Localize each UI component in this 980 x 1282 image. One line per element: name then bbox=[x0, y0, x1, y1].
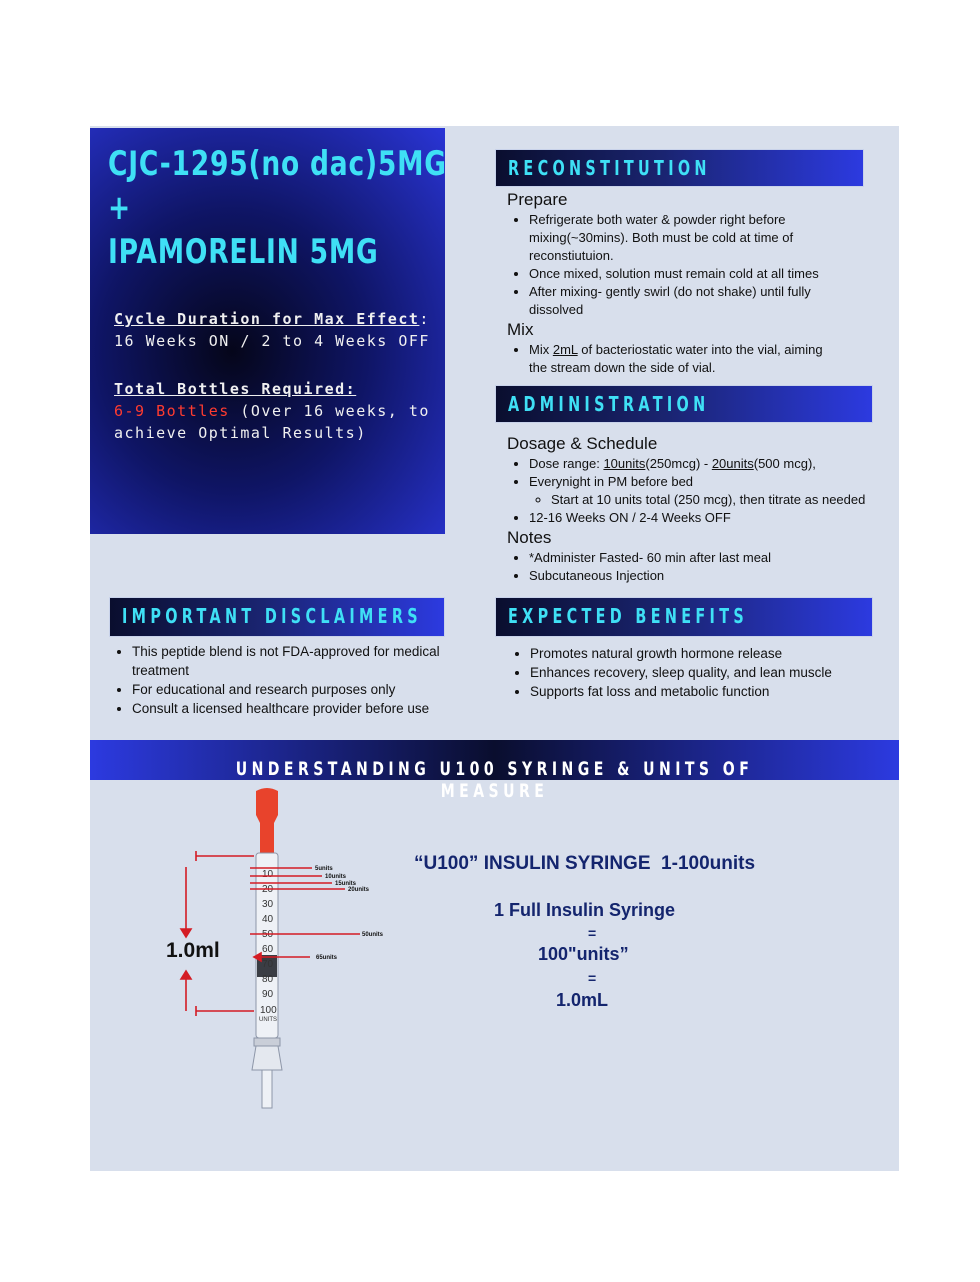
callout-50-units: 50units bbox=[362, 932, 384, 938]
scale-number: 90 bbox=[262, 989, 274, 1000]
list-item: • After mixing- gently swirl (do not shake) until fully dissolved bbox=[529, 283, 829, 319]
administration-header-text: ADMINISTRATION bbox=[508, 392, 710, 416]
scale-number: 30 bbox=[262, 899, 274, 910]
reconstitution-header-text: RECONSTITUTION bbox=[508, 156, 711, 180]
dose-low: 10units bbox=[603, 456, 646, 471]
scale-number: 50 bbox=[262, 929, 274, 940]
reconstitution-header bbox=[495, 149, 864, 187]
dose-high: 20units bbox=[711, 456, 754, 471]
list-item: • Everynight in PM before bed ◦ Start at 10 units total (250 mcg), then titrate as needed bbox=[529, 473, 899, 509]
syringe-flange bbox=[252, 1046, 282, 1070]
mix-list bbox=[507, 341, 829, 377]
administration-header bbox=[495, 385, 873, 423]
syringe-title: “U100” INSULIN SYRINGE 1-100units bbox=[414, 853, 756, 874]
list-item: • Once mixed, solution must remain cold at all times bbox=[529, 265, 829, 283]
prepare-title: Prepare bbox=[507, 190, 568, 209]
title-line-3: IPAMORELIN 5MG bbox=[108, 232, 379, 272]
callout-15-units: 15units bbox=[335, 881, 357, 887]
list-item: • Mix 2mL of bacteriostatic water into the vial, aiming the stream down the side of vial. bbox=[529, 341, 829, 377]
title-line-2: + bbox=[108, 188, 132, 228]
list-item: • Consult a licensed healthcare provider before use bbox=[132, 699, 487, 718]
scale-unit-label: UNITS bbox=[259, 1017, 277, 1023]
callout-10-units: 10units bbox=[325, 874, 347, 880]
syringe-banner bbox=[90, 740, 899, 802]
scale-number: 10 bbox=[262, 869, 274, 880]
list-item: • Enhances recovery, sleep quality, and lean muscle bbox=[530, 663, 890, 682]
callout-20-units: 20units bbox=[348, 887, 370, 893]
scale-number: 80 bbox=[262, 974, 274, 985]
prepare-list bbox=[507, 211, 829, 319]
scale-number: 70 bbox=[262, 959, 274, 970]
syringe-banner-text: UNDERSTANDING U100 SYRINGE & UNITS OF MEASURE bbox=[235, 758, 754, 802]
hero-details bbox=[114, 308, 434, 444]
cycle-colon: : bbox=[419, 310, 430, 328]
list-item: • For educational and research purposes only bbox=[132, 680, 487, 699]
dosage-title: Dosage & Schedule bbox=[507, 434, 658, 453]
benefits-header bbox=[495, 597, 873, 637]
notes-title: Notes bbox=[507, 528, 552, 547]
disclaimers-header bbox=[109, 597, 445, 637]
sub-list-item: ◦ Start at 10 units total (250 mcg), then titrate as needed bbox=[551, 491, 899, 509]
mix-title: Mix bbox=[507, 320, 534, 339]
callout-65-units: 65units bbox=[316, 955, 338, 961]
syringe-plunger-rod bbox=[262, 1070, 272, 1108]
equals-sign-1: = bbox=[588, 925, 597, 941]
equation-line-2: 100"units” bbox=[538, 944, 629, 964]
bottles-label: Total Bottles Required: bbox=[114, 380, 357, 398]
equation-line-3: 1.0mL bbox=[556, 990, 609, 1010]
list-item: • 12-16 Weeks ON / 2-4 Weeks OFF bbox=[529, 509, 899, 527]
list-item: • *Administer Fasted- 60 min after last meal bbox=[529, 549, 869, 567]
scale-number: 20 bbox=[262, 884, 274, 895]
list-item: • Subcutaneous Injection bbox=[529, 567, 869, 585]
benefits-header-text: EXPECTED BENEFITS bbox=[508, 604, 749, 628]
product-title bbox=[108, 142, 447, 274]
cycle-label: Cycle Duration for Max Effect bbox=[114, 310, 420, 328]
list-item: • This peptide blend is not FDA-approved for medical treatment bbox=[132, 642, 487, 680]
list-item: • Dose range: 10units(250mcg) - 20units(500 mcg), bbox=[529, 455, 899, 473]
benefits-list bbox=[508, 644, 890, 701]
bottles-note: (Over 16 weeks, to achieve Optimal Results) bbox=[114, 402, 430, 442]
syringe-cap bbox=[256, 788, 278, 853]
scale-number: 40 bbox=[262, 914, 274, 925]
bottles-count: 6-9 Bottles bbox=[114, 402, 230, 420]
equation-line-1: 1 Full Insulin Syringe bbox=[494, 900, 676, 920]
mix-amount: 2mL bbox=[552, 342, 578, 357]
list-item: • Refrigerate both water & powder right before mixing(~30mins). Both must be cold at time of reconstiutuion. bbox=[529, 211, 829, 265]
scale-number: 100 bbox=[260, 1005, 277, 1016]
equals-sign-2: = bbox=[588, 970, 597, 986]
syringe-illustration bbox=[150, 785, 410, 1110]
list-item: • Supports fat loss and metabolic function bbox=[530, 682, 890, 701]
title-line-1: CJC-1295(no dac)5MG bbox=[108, 144, 447, 184]
dosage-list bbox=[507, 455, 899, 527]
hero-panel bbox=[90, 128, 445, 534]
disclaimers-header-text: IMPORTANT DISCLAIMERS bbox=[122, 604, 422, 628]
volume-label: 1.0ml bbox=[166, 939, 220, 962]
disclaimers-list bbox=[110, 642, 487, 718]
list-item: • Promotes natural growth hormone release bbox=[530, 644, 890, 663]
notes-list bbox=[507, 549, 869, 585]
callout-5-units: 5units bbox=[315, 866, 333, 872]
cycle-value: 16 Weeks ON / 2 to 4 Weeks OFF bbox=[114, 332, 430, 350]
scale-number: 60 bbox=[262, 944, 274, 955]
